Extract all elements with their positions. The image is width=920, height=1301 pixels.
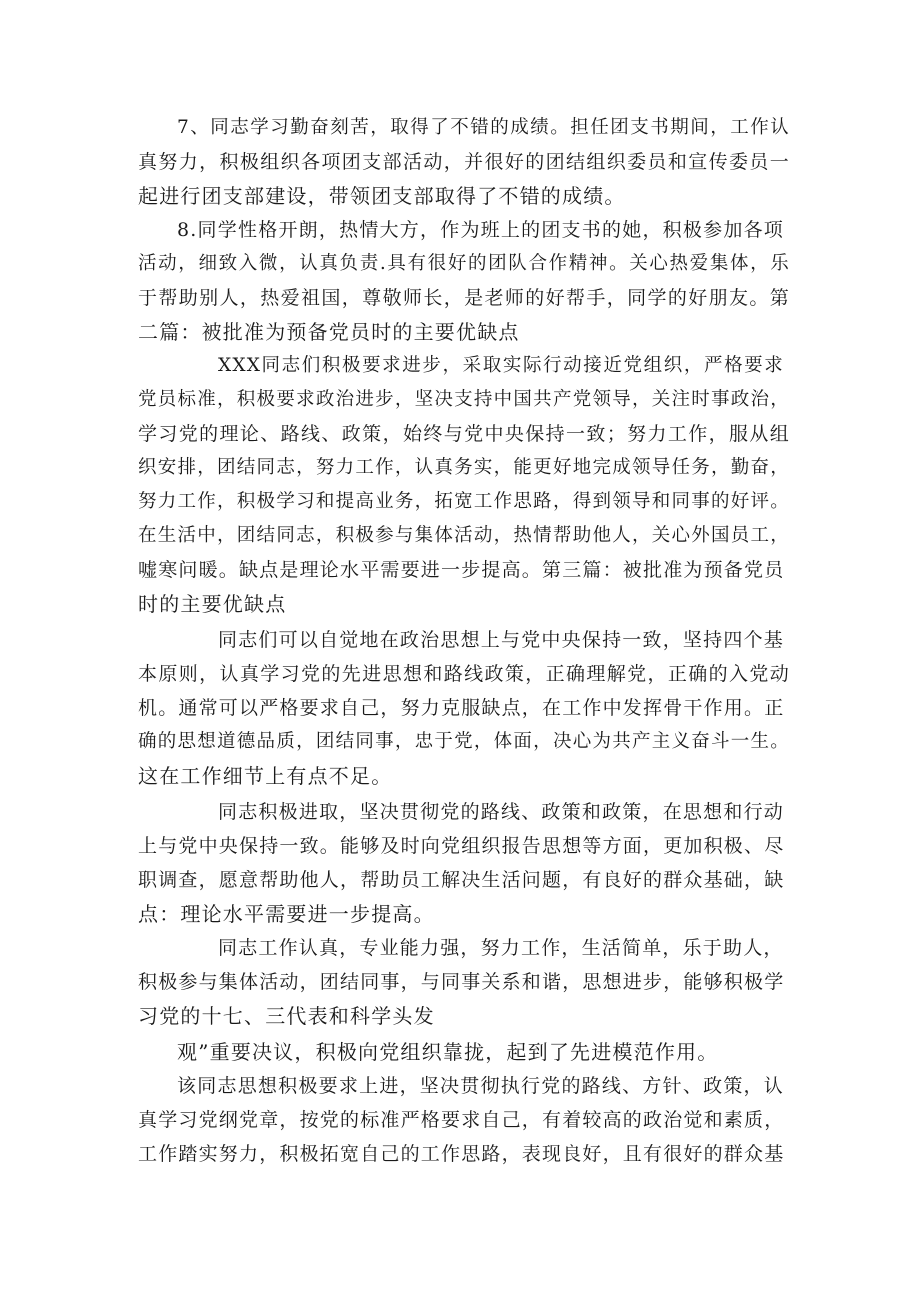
text-line: 8.同学性格开朗，热情大方，作为班上的团支书的她，积极参加各项 — [177, 219, 784, 241]
text-line: 努力工作，积极学习和提高业务，拓宽工作思路，得到领导和同事的好评。 — [138, 491, 790, 512]
text-line: 观”重要决议，积极向党组织靠拢，起到了先进模范作用。 — [177, 1040, 719, 1064]
text-line: 上与党中央保持一致。能够及时向党组织报告思想等方面，更加积极、尽 — [138, 835, 785, 857]
text-line: 工作踏实努力，积极拓宽自己的工作思路，表现良好，且有很好的群众基 — [138, 1143, 785, 1165]
text-line: 时的主要优缺点 — [138, 592, 287, 616]
text-line: 7、同志学习勤奋刻苦，取得了不错的成绩。担任团支书期间，工作认 — [177, 117, 790, 138]
text-line: 真努力，积极组织各项团支部活动，并很好的团结组织委员和宣传委员一 — [138, 151, 790, 173]
text-line: 于帮助别人，热爱祖国，尊敬师长，是老师的好帮手，同学的好朋友。第 — [138, 287, 790, 309]
text-line: 嘘寒问暖。缺点是理论水平需要进一步提高。第三篇：被批准为预备党员 — [138, 559, 785, 581]
text-line: 本原则，认真学习党的先进思想和路线政策，正确理解党，正确的入党动 — [138, 663, 790, 685]
text-line: 职调查，愿意帮助他人，帮助员工解决生活问题，有良好的群众基础，缺 — [138, 869, 785, 891]
text-line: 真学习党纲党章，按党的标准严格要求自己，有着较高的政治觉和素质， — [138, 1109, 785, 1131]
text-line: XXX同志们积极要求进步，采取实际行动接近党组织，严格要求 — [218, 355, 784, 376]
text-line: 在生活中，团结同志，积极参与集体活动，热情帮助他人，关心外国员工， — [138, 525, 790, 546]
text-line: 同志们可以自觉地在政治思想上与党中央保持一致，坚持四个基 — [218, 629, 784, 651]
text-line: 确的思想道德品质，团结同事，忠于党，体面，决心为共产主义奋斗一生。 — [138, 731, 790, 752]
text-line: 起进行团支部建设，带领团支部取得了不错的成绩。 — [138, 184, 626, 208]
text-line: 二篇：被批准为预备党员时的主要优缺点 — [138, 320, 520, 344]
text-line: 织安排，团结同志，努力工作，认真务实，能更好地完成领导任务，勤奋， — [138, 457, 790, 478]
text-line: 机。通常可以严格要求自己，努力克服缺点，在工作中发挥骨干作用。正 — [138, 697, 785, 719]
text-line: 活动，细致入微，认真负责.具有很好的团队合作精神。关心热爱集体，乐 — [138, 253, 790, 274]
text-line: 这在工作细节上有点不足。 — [138, 764, 393, 788]
text-line: 该同志思想积极要求上进，坚决贯彻执行党的路线、方针、政策，认 — [177, 1075, 784, 1097]
text-line: 积极参与集体活动，团结同事，与同事关系和谐，思想进步，能够积极学 — [138, 971, 785, 993]
text-line: 同志积极进取，坚决贯彻党的路线、政策和政策，在思想和行动 — [218, 801, 784, 823]
text-line: 党员标准，积极要求政治进步，坚决支持中国共产党领导，关注时事政治， — [138, 389, 790, 410]
text-line: 习党的十七、三代表和科学头发 — [138, 1004, 435, 1028]
text-line: 同志工作认真，专业能力强，努力工作，生活简单，乐于助人， — [218, 937, 784, 959]
text-line: 点：理论水平需要进一步提高。 — [138, 902, 435, 926]
text-line: 学习党的理论、路线、政策，始终与党中央保持一致；努力工作，服从组 — [138, 423, 790, 445]
